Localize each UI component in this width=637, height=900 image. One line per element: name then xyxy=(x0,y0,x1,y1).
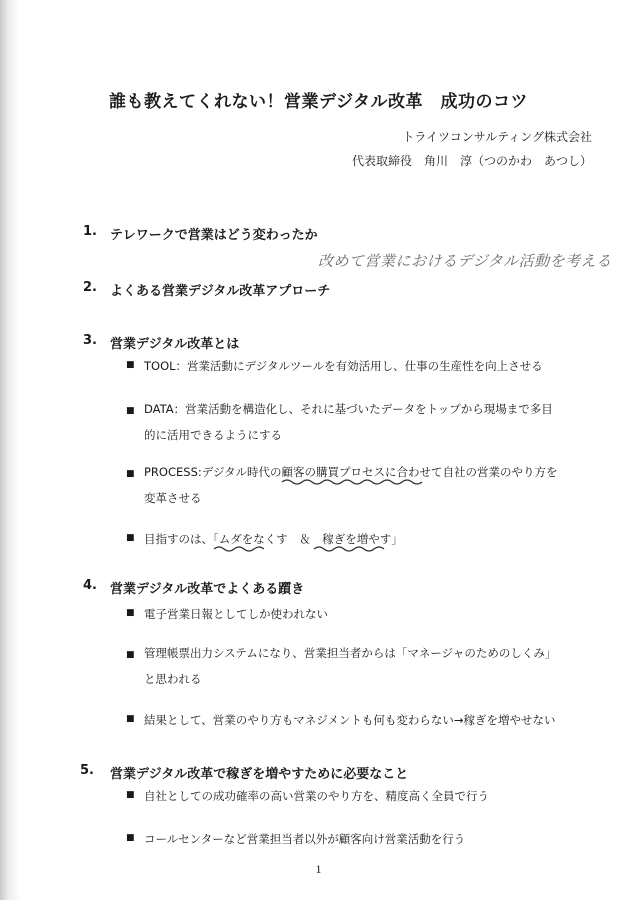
bullet-square-icon: ■ xyxy=(126,650,135,660)
section-4-bullet-3: 結果として、営業のやり方もマネジメントも何も変わらない→稼ぎを増やせない xyxy=(144,713,556,727)
handwritten-underline xyxy=(282,478,422,486)
scan-page-edge xyxy=(0,0,20,900)
section-5-bullet-1: 自社としての成功確率の高い営業のやり方を、精度高く全員で行う xyxy=(144,789,489,803)
section-3-bullet-2: DATA：営業活動を構造化し、それに基づいたデータをトップから現場まで多目的に活用できるようにする xyxy=(144,402,553,442)
document-title: 誰も教えてくれない！営業デジタル改革 成功のコツ xyxy=(109,92,528,112)
section-5-number: 5. xyxy=(80,763,94,778)
bullet-square-icon: ■ xyxy=(126,833,135,843)
section-4-number: 4. xyxy=(83,578,97,593)
section-5-bullet-2: コールセンターなど営業担当者以外が顧客向け営業活動を行う xyxy=(144,832,466,846)
bullet-square-icon: ■ xyxy=(126,469,135,479)
bullet-square-icon: ■ xyxy=(126,608,135,618)
bullet-square-icon: ■ xyxy=(126,790,135,800)
section-1-title: テレワークで営業はどう変わったか xyxy=(110,228,318,243)
handwritten-note: 改めて営業におけるデジタル活動を考える xyxy=(318,252,612,270)
section-3-bullet-3: PROCESS:デジタル時代の顧客の購買プロセスに合わせて自社の営業のやり方を変革させる xyxy=(144,465,558,505)
bullet-square-icon: ■ xyxy=(126,360,135,370)
section-3-bullet-4: 目指すのは、「ムダをなくす ＆ 稼ぎを増やす」 xyxy=(144,532,403,546)
section-1-number: 1. xyxy=(83,224,97,239)
section-2-title: よくある営業デジタル改革アプローチ xyxy=(110,284,331,299)
bullet-square-icon: ■ xyxy=(126,533,135,543)
handwritten-underline xyxy=(214,545,384,553)
section-4-title: 営業デジタル改革でよくある躓き xyxy=(110,582,305,597)
section-3-bullet-1: TOOL：営業活動にデジタルツールを有効活用し、仕事の生産性を向上させる xyxy=(144,359,543,373)
author-line: 代表取締役 角川 淳（つのかわ あつし） xyxy=(351,154,592,168)
section-5-title: 営業デジタル改革で稼ぎを増やすために必要なこと xyxy=(110,767,409,782)
section-2-number: 2. xyxy=(83,280,97,295)
section-3-number: 3. xyxy=(83,333,97,348)
bullet-square-icon: ■ xyxy=(126,406,135,416)
section-4-bullet-1: 電子営業日報としてしか使われない xyxy=(144,607,328,621)
section-4-bullet-2: 管理帳票出力システムになり、営業担当者からは「マネージャのためのしくみ」と思われる xyxy=(144,646,557,686)
bullet-square-icon: ■ xyxy=(126,714,135,724)
section-3-title: 営業デジタル改革とは xyxy=(110,337,240,352)
company-name: トライツコンサルティング株式会社 xyxy=(402,130,592,144)
page-number: 1 xyxy=(315,862,322,876)
